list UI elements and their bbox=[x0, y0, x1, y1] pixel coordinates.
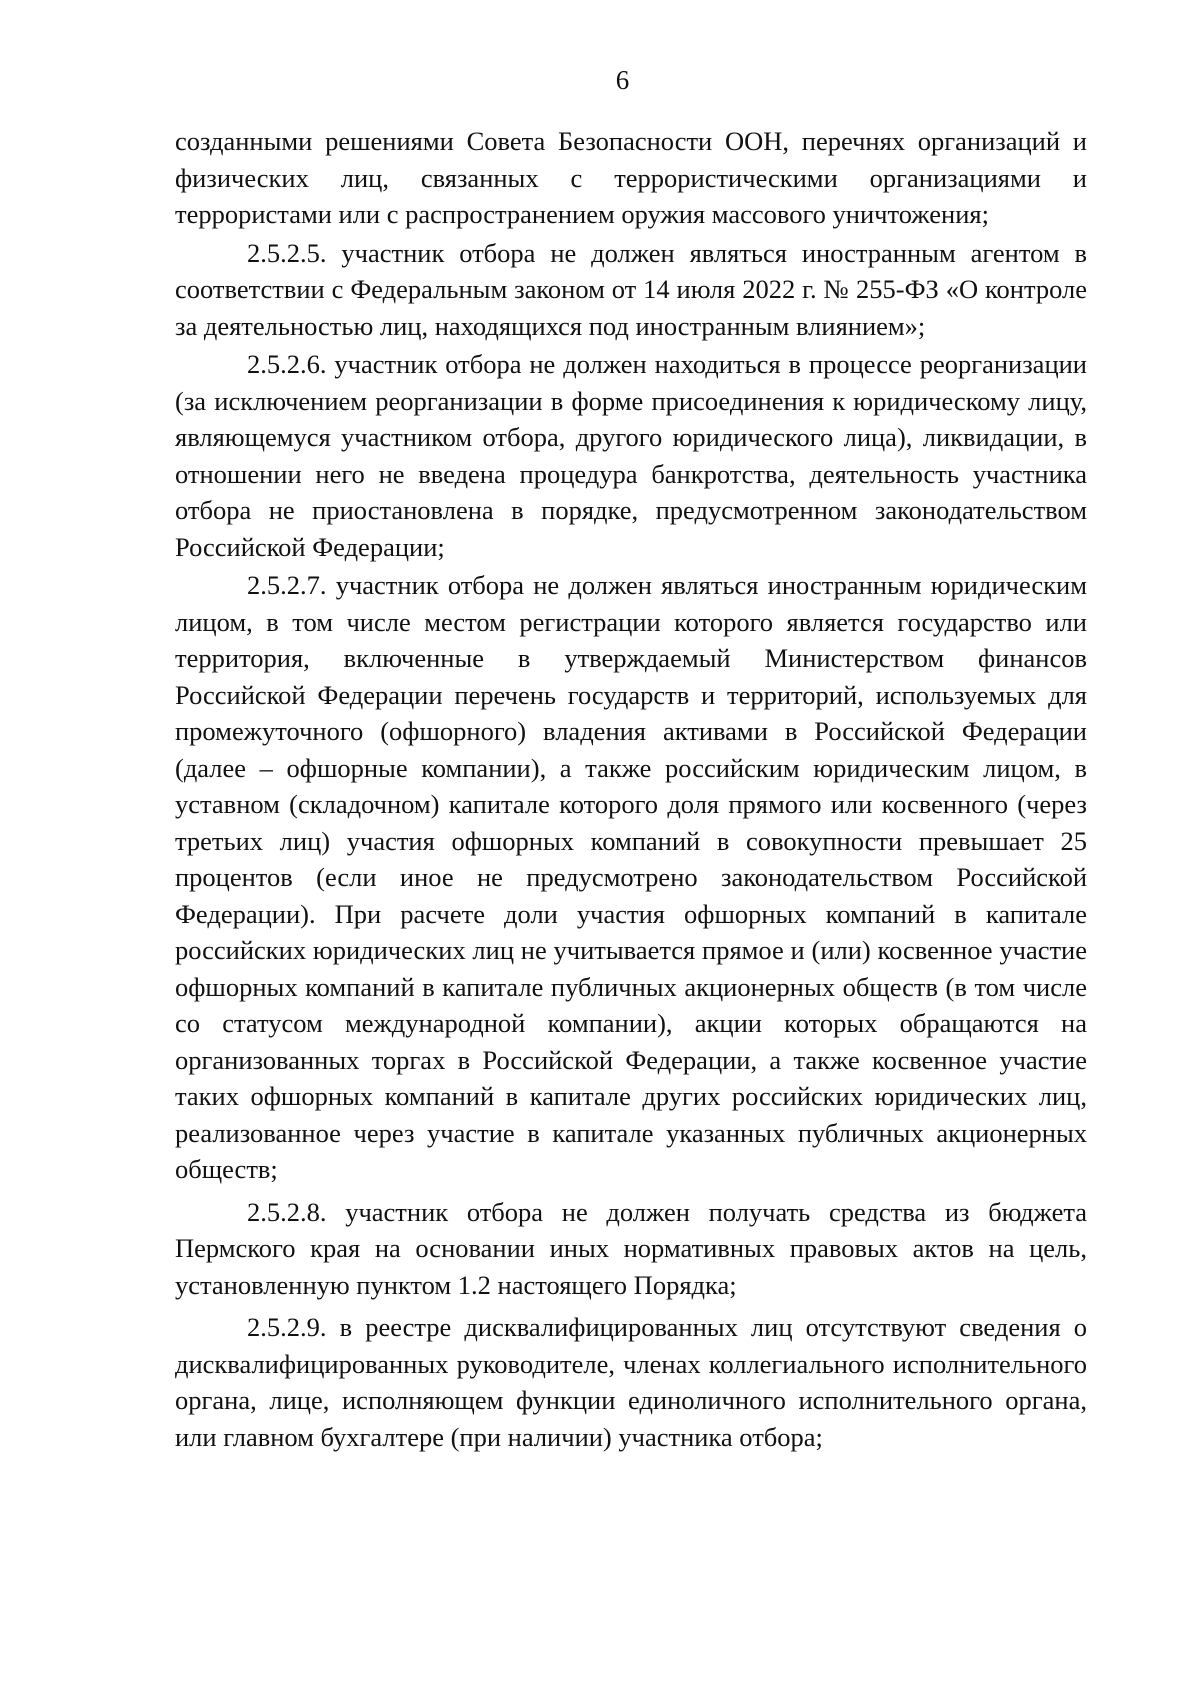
paragraph-2-5-2-5: 2.5.2.5. участник отбора не должен являться иностранным агентом в соответствии с Федеральным законом от 14 июля 2022 г. № 255-ФЗ «О контроле за деятельностью лиц, находящихся под иностранным влиянием»; bbox=[175, 237, 1087, 341]
paragraph-continuation: созданными решениями Совета Безопасности ООН, перечнях организаций и физических лиц, связанных с террористическими организациями и террористами или с распространением оружия массового уничтожения; bbox=[175, 126, 1087, 229]
page-number: 6 bbox=[615, 65, 630, 95]
paragraph-2-5-2-7: 2.5.2.7. участник отбора не должен являться иностранным юридическим лицом, в том числе местом регистрации которого является государство или территория, включенные в утверждаемый Министерством финансов Российской Федерации перечень государств и территорий, используемых для промежуточного (офшорного) владения активами в Российской Федерации (далее – офшорные компании), а также российским юридическим лицом, в уставном (складочном) капитале которого доля прямого или косвенного (через третьих лиц) участия офшорных компаний в совокупности превышает 25 процентов (если иное не предусмотрено законодательством Российской Федерации). При расчете доли участия офшорных компаний в капитале российских юридических лиц не учитывается прямое и (или) косвенное участие офшорных компаний в капитале публичных акционерных обществ (в том числе со статусом международной компании), акции которых обращаются на организованных торгах в Российской Федерации, а также косвенное участие таких офшорных компаний в капитале других российских юридических лиц, реализованное через участие в капитале указанных публичных акционерных обществ; bbox=[175, 570, 1087, 1184]
paragraph-2-5-2-6: 2.5.2.6. участник отбора не должен находиться в процессе реорганизации (за исключением реорганизации в форме присоединения к юридическому лицу, являющемуся участником отбора, другого юридического лица), ликвидации, в отношении него не введена процедура банкротства, деятельность участника отбора не приостановлена в порядке, предусмотренном законодательством Российской Федерации; bbox=[175, 349, 1087, 562]
paragraph-2-5-2-9: 2.5.2.9. в реестре дисквалифицированных лиц отсутствуют сведения о дисквалифицированных руководителе, членах коллегиального исполнительного органа, лице, исполняющем функции единоличного исполнительного органа, или главном бухгалтере (при наличии) участника отбора; bbox=[175, 1312, 1087, 1452]
document-body bbox=[175, 123, 1087, 1455]
paragraph-2-5-2-8: 2.5.2.8. участник отбора не должен получать средства из бюджета Пермского края на основании иных нормативных правовых актов на цель, установленную пунктом 1.2 настоящего Порядка; bbox=[175, 1196, 1087, 1300]
